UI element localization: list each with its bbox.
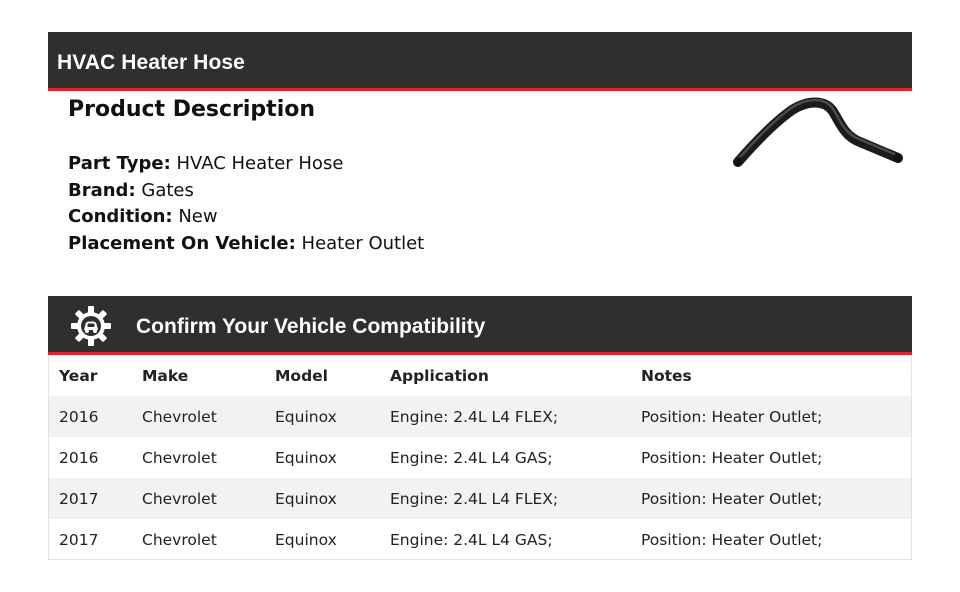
column-header-model: Model (275, 367, 328, 385)
product-title: HVAC Heater Hose (57, 51, 245, 74)
cell-year: 2017 (59, 531, 99, 549)
spec-key: Placement On Vehicle: (68, 232, 296, 254)
spec-value: HVAC Heater Hose (176, 153, 344, 174)
spec-value: Heater Outlet (301, 232, 425, 254)
column-header-year: Year (59, 367, 98, 385)
spec-key: Part Type: (68, 153, 171, 174)
cell-model: Equinox (275, 449, 337, 467)
table-row (49, 478, 911, 519)
cell-make: Chevrolet (142, 449, 217, 467)
spec-row-part-type (68, 151, 424, 178)
product-title-bar (48, 32, 912, 91)
cell-notes: Position: Heater Outlet; (641, 531, 823, 549)
cell-model: Equinox (275, 408, 337, 426)
spec-row-condition (68, 204, 424, 231)
column-header-make: Make (142, 367, 189, 385)
cell-application: Engine: 2.4L L4 FLEX; (390, 490, 559, 508)
cell-application: Engine: 2.4L L4 FLEX; (390, 408, 559, 426)
compatibility-title: Confirm Your Vehicle Compatibility (136, 315, 486, 338)
spec-key: Condition: (68, 206, 173, 227)
spec-row-brand (68, 178, 424, 205)
cell-application: Engine: 2.4L L4 GAS; (390, 531, 553, 549)
spec-value: New (178, 206, 218, 227)
spec-key: Brand: (68, 179, 136, 201)
cell-make: Chevrolet (142, 531, 217, 549)
cell-application: Engine: 2.4L L4 GAS; (390, 449, 553, 467)
table-row (49, 519, 911, 560)
gear-car-icon (70, 305, 112, 347)
cell-notes: Position: Heater Outlet; (641, 490, 823, 508)
column-header-application: Application (390, 367, 489, 385)
compatibility-table (48, 355, 912, 560)
description-heading: Product Description (68, 97, 316, 122)
cell-model: Equinox (275, 531, 337, 549)
cell-notes: Position: Heater Outlet; (641, 408, 823, 426)
compatibility-bar (48, 296, 912, 355)
table-row (49, 437, 911, 478)
cell-make: Chevrolet (142, 408, 217, 426)
spec-value: Gates (141, 179, 194, 201)
spec-row-placement (68, 231, 424, 258)
cell-year: 2016 (59, 449, 99, 467)
heater-hose-image (728, 94, 908, 176)
cell-model: Equinox (275, 490, 337, 508)
cell-year: 2017 (59, 490, 99, 508)
table-row (49, 396, 911, 437)
spec-list (68, 151, 424, 257)
cell-year: 2016 (59, 408, 99, 426)
cell-notes: Position: Heater Outlet; (641, 449, 823, 467)
table-header-row (49, 355, 911, 396)
cell-make: Chevrolet (142, 490, 217, 508)
column-header-notes: Notes (641, 367, 692, 385)
